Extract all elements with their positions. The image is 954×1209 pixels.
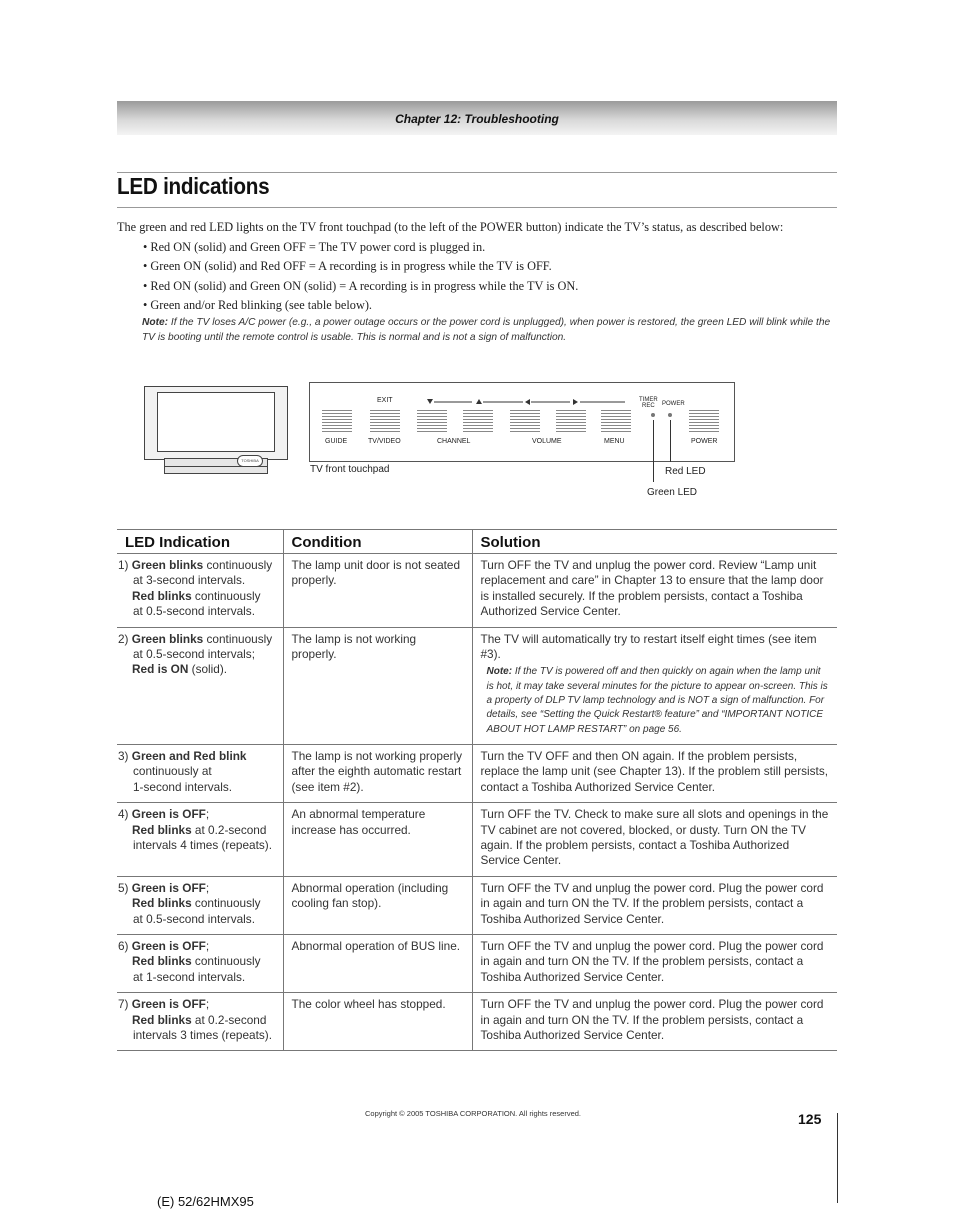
solution-cell: Turn OFF the TV. Check to make sure all slots and openings in the TV cabinet are not covered, blocked, or dusty. Turn ON the TV again. If the problem persists, contact a Toshiba Authorized Service Center. — [472, 803, 837, 877]
row-number: 6) — [118, 938, 129, 953]
page-title: LED indications — [117, 173, 270, 199]
table-row — [117, 876, 837, 934]
led-state: Green and Red blink — [131, 748, 247, 763]
solution-cell — [472, 627, 837, 744]
led-indications-table — [117, 529, 837, 1051]
led-indication-cell — [117, 744, 283, 802]
tvvideo-button[interactable] — [370, 410, 400, 432]
led-state: Green is OFF — [131, 938, 206, 953]
condition-cell: The color wheel has stopped. — [283, 993, 472, 1051]
red-led-dot — [668, 413, 672, 417]
green-led-caption: Green LED — [647, 487, 698, 498]
led-state: Red blinks — [132, 822, 192, 837]
title-rule-bottom — [117, 207, 837, 208]
table-header-row — [117, 530, 837, 554]
led-state: Green is OFF — [131, 807, 206, 822]
solution-note — [481, 665, 830, 736]
row-number: 4) — [118, 807, 129, 822]
condition-cell: The lamp is not working properly. — [283, 627, 472, 744]
arrow-right-icon — [573, 399, 578, 405]
condition-cell: The lamp unit door is not seated properly. — [283, 554, 472, 628]
led-indication-cell — [117, 554, 283, 628]
solution-note-text: If the TV is powered off and then quickly on again when the lamp unit is hot, it may take several minutes for the picture to appear on-screen. This is a property of DLP TV lamp technology and is NOT a sign of malfunction. For details, see “Setting the Quick Restart® feature” and “IMPORTANT NOTICE ABOUT HOT LAMP RESTART” on page 56. — [486, 666, 828, 735]
solution-cell: Turn OFF the TV and unplug the power cord. Plug the power cord in again and turn ON the TV. If the problem persists, contact a Toshiba Authorized Service Center. — [472, 876, 837, 934]
led-state: Green is OFF — [131, 880, 206, 895]
timer-label: TIMER — [639, 397, 658, 403]
tvvideo-label: TV/VIDEO — [368, 438, 401, 445]
led-state: Red blinks — [132, 896, 192, 911]
channel-down-button[interactable] — [417, 410, 447, 432]
led-state: Red blinks — [132, 954, 192, 969]
led-interval: intervals 3 times (repeats). — [133, 1028, 272, 1043]
solution-cell: Turn OFF the TV and unplug the power cord. Plug the power cord in again and turn ON the TV. If the problem persists, contact a Toshiba Authorized Service Center. — [472, 993, 837, 1051]
header-led-indication: LED Indication — [117, 530, 283, 554]
table-row — [117, 744, 837, 802]
led-state: Green is OFF — [131, 997, 206, 1012]
volume-label: VOLUME — [532, 438, 562, 445]
led-indication-cell — [117, 803, 283, 877]
intro-bullet: • Red ON (solid) and Green ON (solid) = A recording is in progress while the TV is ON. — [143, 278, 579, 293]
led-state-detail: (solid). — [188, 662, 228, 677]
led-interval: at 0.5-second intervals. — [133, 604, 255, 619]
led-state: Green blinks — [131, 631, 204, 646]
led-interval: 1-second intervals. — [133, 779, 233, 794]
page-number: 125 — [798, 1111, 822, 1127]
note-label: Note: — [142, 317, 169, 328]
intro-section — [117, 218, 837, 316]
condition-cell: An abnormal temperature increase has occurred. — [283, 803, 472, 877]
table-row — [117, 627, 837, 744]
led-state-detail: continuously — [191, 954, 261, 969]
condition-cell: Abnormal operation (including cooling fan stop). — [283, 876, 472, 934]
menu-label: MENU — [604, 438, 625, 445]
volume-up-button[interactable] — [556, 410, 586, 432]
power-loss-note — [142, 315, 832, 345]
power-button[interactable] — [689, 410, 719, 432]
intro-bullet: • Red ON (solid) and Green OFF = The TV power cord is plugged in. — [143, 239, 486, 254]
led-interval: at 1-second intervals. — [133, 969, 246, 984]
volume-down-button[interactable] — [510, 410, 540, 432]
led-indication-cell — [117, 876, 283, 934]
green-led-leader — [653, 420, 654, 482]
tv-screen — [157, 392, 275, 452]
power-button-label: POWER — [691, 438, 718, 445]
led-state-detail: ; — [205, 938, 210, 953]
table-row — [117, 934, 837, 992]
led-state-detail: ; — [205, 997, 210, 1012]
arrow-row — [420, 396, 630, 408]
page-edge-rule — [837, 1113, 838, 1203]
led-indication-cell — [117, 934, 283, 992]
power-led-label: POWER — [662, 401, 685, 407]
model-number: (E) 52/62HMX95 — [157, 1194, 254, 1209]
arrow-left-icon — [525, 399, 530, 405]
led-state: Green blinks — [131, 558, 204, 572]
led-state: Red blinks — [132, 1012, 192, 1027]
arrow-up-icon — [476, 399, 482, 404]
led-interval: at 3-second intervals. — [133, 573, 246, 588]
led-state-detail: ; — [205, 807, 210, 822]
led-state-detail: at 0.2-second — [191, 1012, 267, 1027]
green-led-dot — [651, 413, 655, 417]
header-solution: Solution — [472, 530, 837, 554]
intro-bullet: • Green and/or Red blinking (see table below). — [143, 298, 372, 313]
note-text: If the TV loses A/C power (e.g., a power outage occurs or the power cord is unplugged), when power is restored, the green LED will blink while the TV is booting until the remote control is usable. This is normal and is not a sign of malfunction. — [142, 317, 831, 343]
solution-cell: Turn the TV OFF and then ON again. If the problem persists, replace the lamp unit (see Chapter 13). If the problem still persists, contact a Toshiba Authorized Service Center. — [472, 744, 837, 802]
row-number: 1) — [118, 558, 129, 572]
touchpad-caption: TV front touchpad — [310, 464, 390, 475]
condition-cell: Abnormal operation of BUS line. — [283, 934, 472, 992]
tv-badge: TOSHIBA — [237, 455, 263, 467]
copyright-text: Copyright © 2005 TOSHIBA CORPORATION. All rights reserved. — [365, 1109, 582, 1118]
intro-bullet: • Green ON (solid) and Red OFF = A recording is in progress while the TV is OFF. — [143, 259, 552, 274]
led-state-detail: continuously — [203, 631, 273, 646]
channel-label: CHANNEL — [437, 438, 471, 445]
rec-label: REC — [642, 403, 655, 409]
guide-label: GUIDE — [325, 438, 348, 445]
row-number: 2) — [118, 631, 129, 646]
led-interval: at 0.5-second intervals; — [133, 647, 255, 662]
red-led-leader — [670, 420, 671, 462]
table-row — [117, 993, 837, 1051]
table-row — [117, 554, 837, 628]
arrow-down-icon — [427, 399, 433, 404]
solution-note-label: Note: — [486, 666, 513, 678]
solution-cell: Turn OFF the TV and unplug the power cord. Review “Lamp unit replacement and care” in Chapter 13 to ensure that the lamp door is installed securely. If the problem persists, contact a Toshiba Authorized Service Center. — [472, 554, 837, 628]
led-state-detail: continuously — [191, 588, 261, 603]
red-led-caption: Red LED — [665, 466, 706, 477]
led-interval: at 0.5-second intervals. — [133, 911, 255, 926]
chapter-header-bar — [117, 101, 837, 135]
led-state: Red blinks — [132, 588, 192, 603]
guide-button[interactable] — [322, 410, 352, 432]
led-state-detail: at 0.2-second — [191, 822, 267, 837]
intro-text: The green and red LED lights on the TV front touchpad (to the left of the POWER button) indicate the TV’s status, as described below: — [117, 220, 784, 234]
row-number: 3) — [118, 748, 129, 763]
led-state: Red is ON — [132, 662, 189, 677]
table-row — [117, 803, 837, 877]
condition-cell: The lamp is not working properly after the eighth automatic restart (see item #2). — [283, 744, 472, 802]
row-number: 5) — [118, 880, 129, 895]
solution-cell: Turn OFF the TV and unplug the power cord. Plug the power cord in again and turn ON the TV. If the problem persists, contact a Toshiba Authorized Service Center. — [472, 934, 837, 992]
led-state-detail: continuously — [203, 558, 273, 572]
solution-text: The TV will automatically try to restart itself eight times (see item #3). — [480, 631, 817, 662]
led-state-detail: continuously — [191, 896, 261, 911]
row-number: 7) — [118, 997, 129, 1012]
led-interval: continuously at — [133, 764, 212, 779]
chapter-title: Chapter 12: Troubleshooting — [395, 112, 559, 126]
exit-label: EXIT — [377, 397, 393, 404]
header-condition: Condition — [283, 530, 472, 554]
channel-up-button[interactable] — [463, 410, 493, 432]
tv-illustration — [144, 386, 288, 474]
led-interval: intervals 4 times (repeats). — [133, 837, 272, 852]
led-indication-cell — [117, 627, 283, 744]
menu-button[interactable] — [601, 410, 631, 432]
led-state-detail: ; — [205, 880, 210, 895]
led-indication-cell — [117, 993, 283, 1051]
